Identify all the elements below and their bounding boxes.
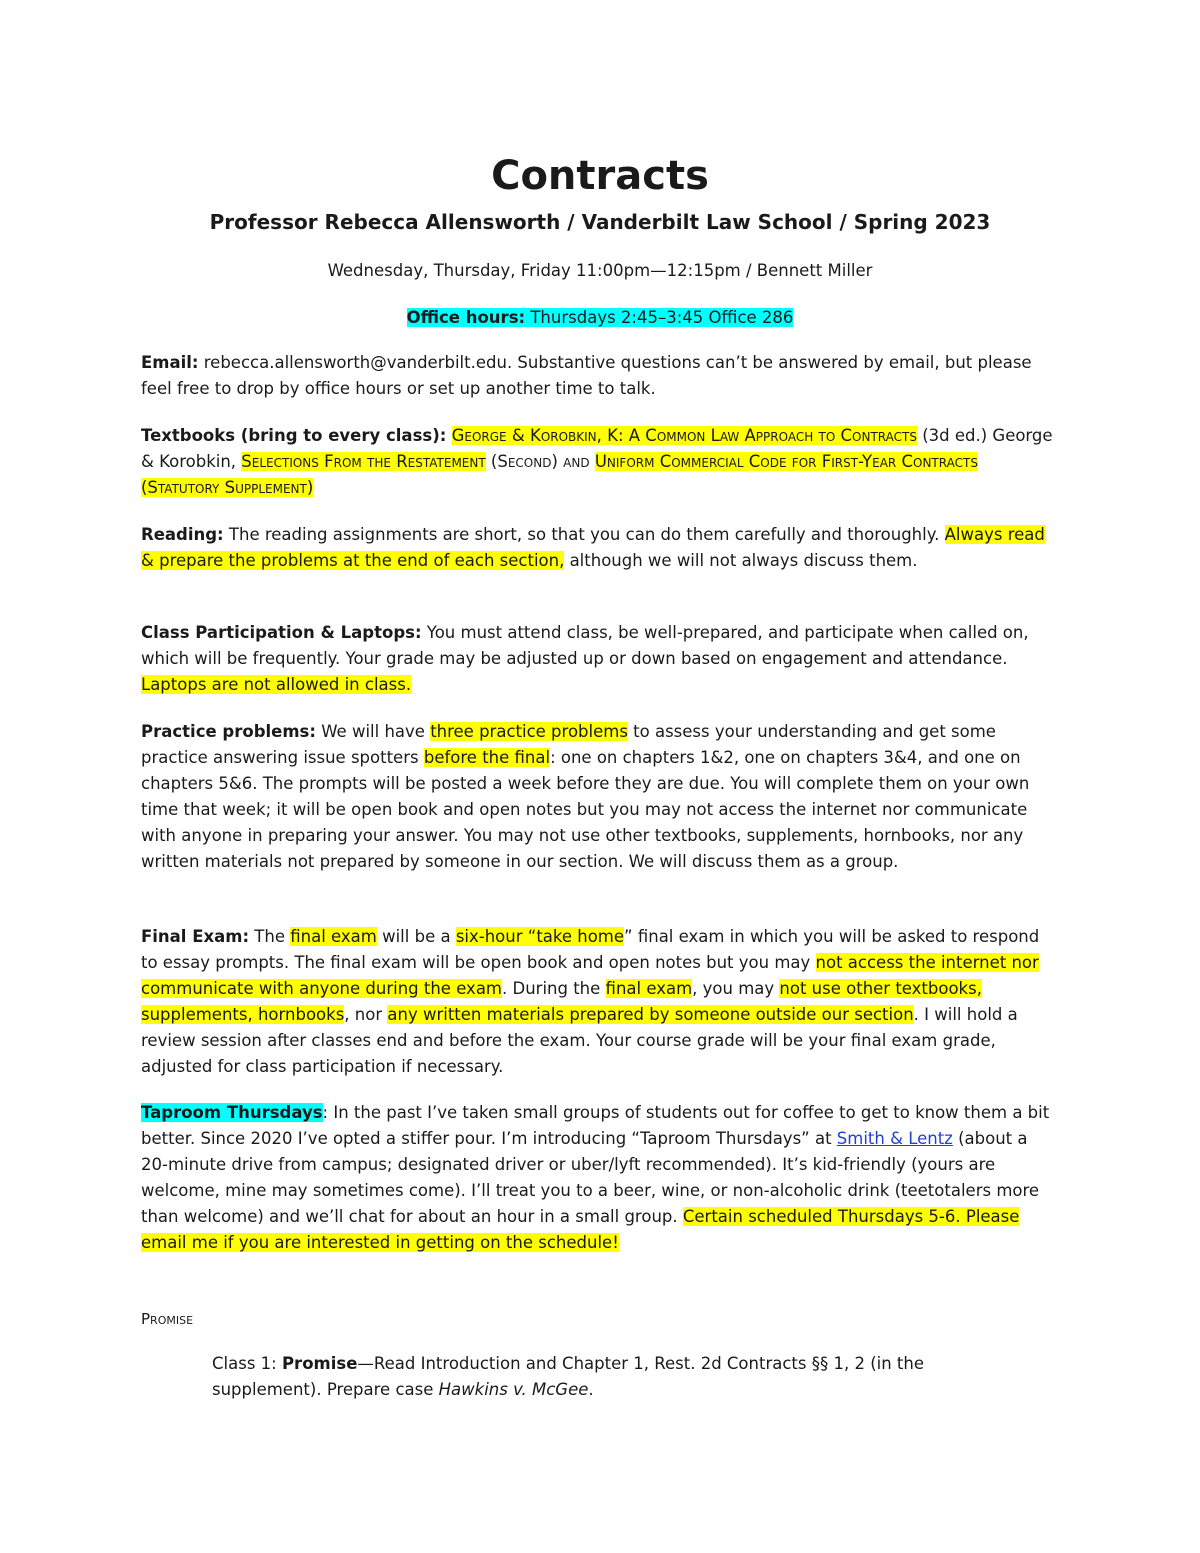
class-1-end: . <box>588 1380 594 1399</box>
reading-label: Reading: <box>141 525 224 544</box>
taproom-text-1: : In the past I’ve taken small groups of students out for coffee to get to know them a bit better. Since 2020 I’ve opted a stiffer pour. I’m introducing “Taproom Thursdays” at <box>141 1103 1050 1148</box>
office-hours-label: Office hours: <box>406 308 526 327</box>
practice-paragraph <box>141 719 1056 875</box>
final-exam-highlight-2: six-hour “take home <box>455 927 625 946</box>
reading-paragraph <box>141 522 1056 574</box>
textbook-ucc: Uniform Commercial Code for First-Year Contracts (Statutory Supplement) <box>141 452 978 497</box>
textbooks-note: (bring to every class): <box>235 426 447 445</box>
office-hours <box>0 305 1200 331</box>
participation-paragraph <box>141 620 1056 698</box>
taproom-paragraph <box>141 1100 1056 1256</box>
participation-label: Class Participation & Laptops: <box>141 623 422 642</box>
course-subtitle: Professor Rebecca Allensworth / Vanderbilt Law School / Spring 2023 <box>209 210 991 234</box>
section-heading-promise: Promise <box>141 1310 194 1328</box>
practice-text-2: to assess your understanding and get some practice answering issue spotters <box>141 722 996 767</box>
final-exam-highlight-4: final exam <box>605 979 693 998</box>
laptops-highlight: Laptops are not allowed in class. <box>141 675 412 694</box>
final-exam-highlight-6: any written materials prepared by someone outside our section <box>387 1005 914 1024</box>
page-title: Contracts <box>491 153 709 199</box>
participation-text: You must attend class, be well-prepared, and participate when called on, which will be frequently. Your grade may be adjusted up or down based on engagement and attendance. <box>141 623 1029 668</box>
final-exam-label: Final Exam: <box>141 927 250 946</box>
final-exam-text-1: The <box>249 927 291 946</box>
practice-text-1: We will have <box>315 722 431 741</box>
class-1-number: Class 1: <box>212 1354 282 1373</box>
reading-text: The reading assignments are short, so that you can do them carefully and thoroughly. <box>223 525 945 544</box>
textbook-casebook: George & Korobkin, K: A Common Law Approach to Contracts <box>451 426 917 445</box>
final-exam-text-5: , you may <box>692 979 780 998</box>
smith-lentz-link[interactable]: Smith & Lentz <box>836 1129 953 1148</box>
reading-text-end: although we will not always discuss them. <box>564 551 918 570</box>
email-text: . Substantive questions can’t be answered by email, but please feel free to drop by office hours or set up another time to talk. <box>141 353 1032 398</box>
taproom-label: Taproom Thursdays <box>141 1103 323 1122</box>
taproom-text-2: (about a 20-minute drive from campus; designated driver or uber/lyft recommended). It’s kid-friendly (yours are welcome, mine may sometimes come). I’ll treat you to a beer, wine, or non-alcoholic drink (teetotalers more than welcome) and we’ll chat for about an hour in a small group. <box>141 1129 1040 1226</box>
textbooks-label: Textbooks <box>141 426 236 445</box>
taproom-highlight-1: Certain scheduled Thursdays 5-6 <box>682 1207 956 1226</box>
class-1-case: Hawkins v. McGee <box>438 1380 589 1399</box>
final-exam-text-6: , nor <box>344 1005 388 1024</box>
final-exam-paragraph <box>141 924 1056 1080</box>
final-exam-highlight-3: not access the internet nor communicate with anyone during the exam <box>141 953 1039 998</box>
practice-highlight-1: three practice problems <box>430 722 628 741</box>
final-exam-text-3: ” final exam in which you will be asked to respond to essay prompts. The final exam will be open book and open notes but you may <box>141 927 1040 972</box>
textbooks-connector: (Second) and <box>485 452 595 471</box>
practice-highlight-2: before the final <box>423 748 551 767</box>
taproom-highlight-2: Please email me if you are interested in getting on the schedule! <box>141 1207 1020 1252</box>
class-1-assignment: —Read Introduction and Chapter 1, Rest. 2d Contracts §§ 1, 2 (in the supplement). Prepare case <box>212 1354 925 1399</box>
class-schedule: Wednesday, Thursday, Friday 11:00pm—12:15pm / Bennett Miller <box>327 261 873 280</box>
email-address: rebecca.allensworth@vanderbilt.edu <box>198 353 507 372</box>
final-exam-text-4: . During the <box>502 979 606 998</box>
class-1-topic: Promise <box>281 1354 358 1373</box>
email-paragraph <box>141 350 1056 402</box>
final-exam-text-2: will be a <box>376 927 456 946</box>
textbook-restatement: Selections From the Restatement <box>241 452 486 471</box>
class-1-entry <box>212 1351 1012 1403</box>
office-hours-text: Thursdays 2:45–3:45 Office 286 <box>525 308 794 327</box>
final-exam-text-7: . I will hold a review session after classes end and before the exam. Your course grade will be your final exam grade, adjusted for class participation if necessary. <box>141 1005 1018 1076</box>
final-exam-highlight-1: final exam <box>290 927 377 946</box>
reading-highlight: Always read & prepare the problems at the end of each section, <box>141 525 1045 570</box>
email-label: Email: <box>141 353 199 372</box>
taproom-text-3: . <box>955 1207 966 1226</box>
practice-label: Practice problems: <box>141 722 316 741</box>
textbooks-paragraph <box>141 423 1056 501</box>
final-exam-highlight-5: not use other textbooks, supplements, hornbooks <box>141 979 982 1024</box>
textbooks-edition: (3d ed.) George & Korobkin, <box>141 426 1053 471</box>
practice-text-3: : one on chapters 1&2, one on chapters 3&4, and one on chapters 5&6. The prompts will be posted a week before they are due. You will complete them on your own time that week; it will be open book and open notes but you may not access the internet nor communicate with anyone in preparing your answer. You may not use other textbooks, supplements, hornbooks, nor any written materials not prepared by someone in our section. We will discuss them as a group. <box>141 748 1030 871</box>
